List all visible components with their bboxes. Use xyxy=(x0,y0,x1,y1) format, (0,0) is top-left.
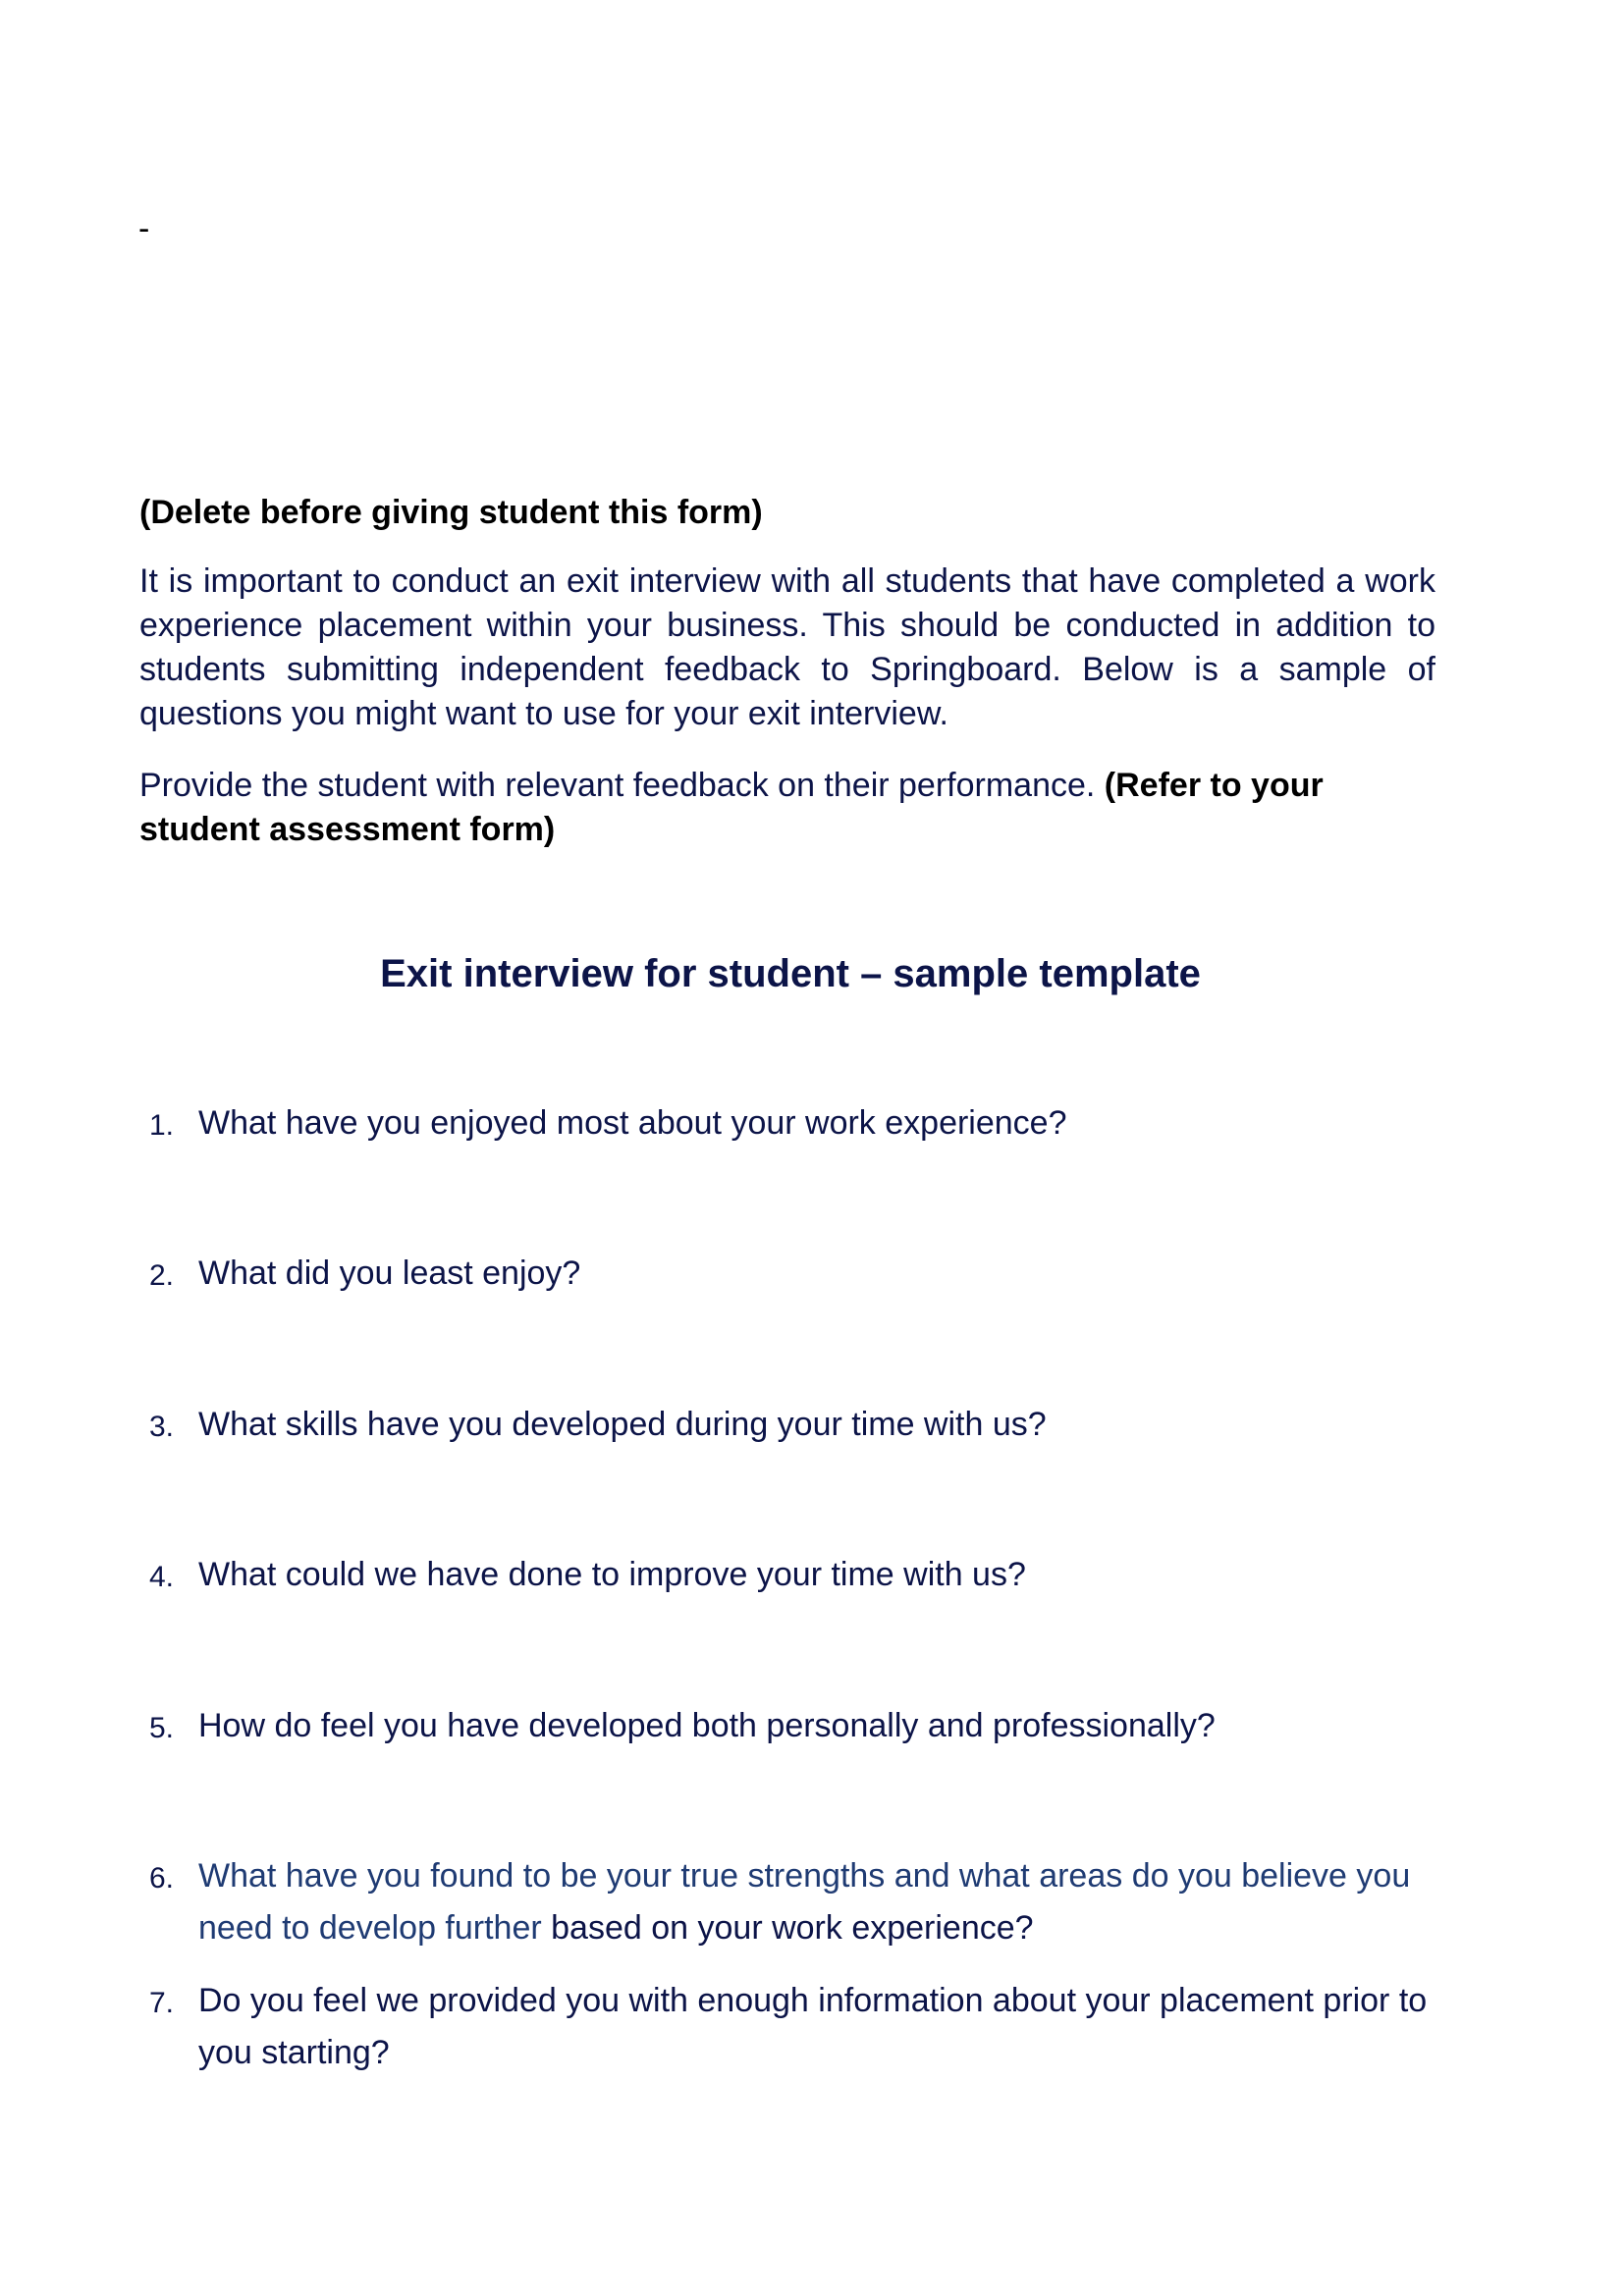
feedback-reference: (Refer to your student assessment form) xyxy=(139,767,1324,848)
delete-note: (Delete before giving student this form) xyxy=(139,494,763,531)
question-text: What have you enjoyed most about your work experience? xyxy=(198,1104,1067,1142)
question-number: 3. xyxy=(149,1411,175,1443)
question-number: 2. xyxy=(149,1259,175,1292)
question-text xyxy=(198,1850,1445,1954)
question-text: Do you feel we provided you with enough information about your placement prior to you starting? xyxy=(198,1982,1428,2071)
feedback-paragraph xyxy=(139,764,1435,852)
question-item xyxy=(139,1399,1445,1451)
intro-paragraph: It is important to conduct an exit interview with all students that have completed a work experience placement within your business. This should be conducted in addition to students submitting independent feedback to Springboard. Below is a sample of questions you might want to use for your exit interview. xyxy=(139,562,1435,732)
question-number: 5. xyxy=(149,1712,175,1744)
question-number: 1. xyxy=(149,1109,175,1142)
question-number: 7. xyxy=(149,1987,175,2019)
question-text-rest: based on your work experience? xyxy=(541,1909,1034,1947)
question-item xyxy=(139,1549,1445,1601)
question-text: How do feel you have developed both personally and professionally? xyxy=(198,1707,1216,1744)
question-number: 6. xyxy=(149,1862,175,1895)
question-item xyxy=(139,1248,1445,1300)
question-item xyxy=(139,1097,1445,1149)
question-item xyxy=(139,1975,1445,2079)
question-text: What did you least enjoy? xyxy=(198,1255,581,1292)
question-item xyxy=(139,1700,1445,1752)
question-text: What could we have done to improve your time with us? xyxy=(198,1556,1026,1593)
feedback-text: Provide the student with relevant feedback on their performance. xyxy=(139,767,1096,804)
question-number: 4. xyxy=(149,1561,175,1593)
page-title: Exit interview for student – sample template xyxy=(380,952,1201,995)
question-text: What skills have you developed during your time with us? xyxy=(198,1406,1047,1443)
header-dash: - xyxy=(138,210,150,247)
question-item xyxy=(139,1850,1445,1954)
question-text-highlight: What have you found to be your true strengths and what areas do you believe you need to develop further xyxy=(198,1857,1411,1947)
